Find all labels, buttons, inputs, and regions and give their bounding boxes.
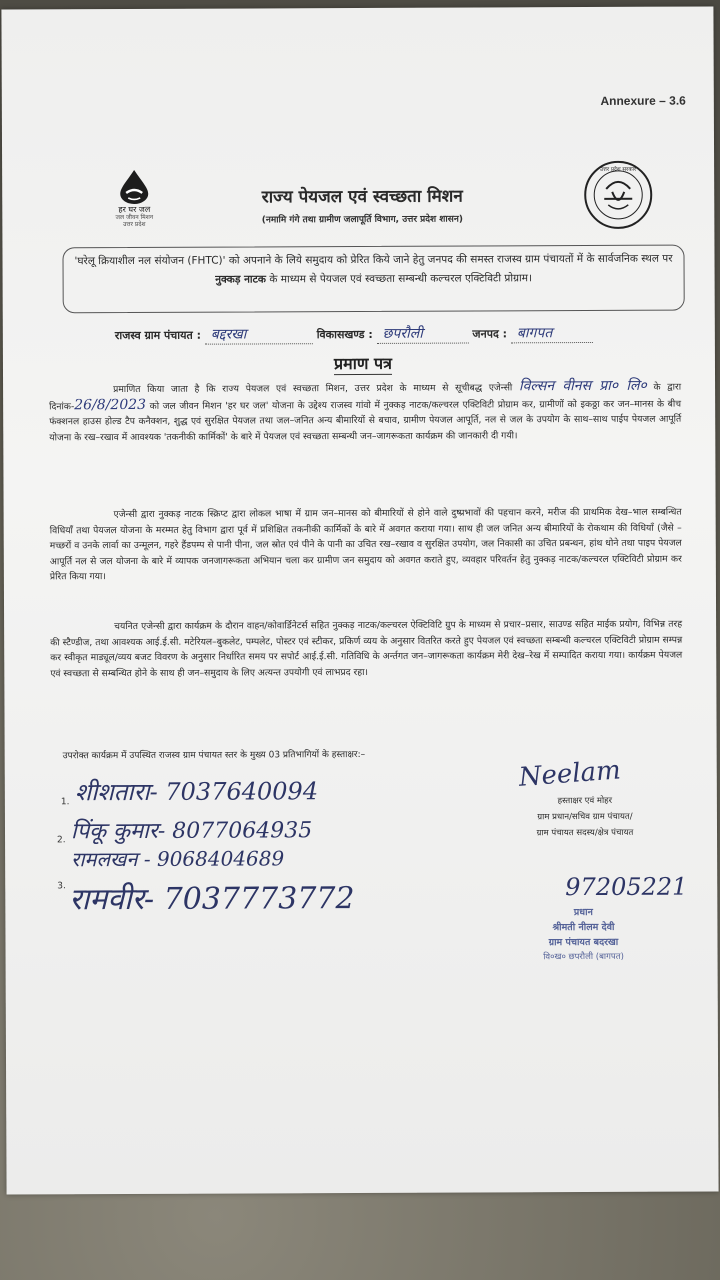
stamp-line-1: प्रधान — [573, 906, 593, 919]
stamp-line-4: वि०ख० छपरौली (बागपत) — [543, 951, 624, 963]
pradhan-signature: Neelam — [517, 755, 622, 793]
para1-text-c: को जल जीवन मिशन 'हर घर जल' योजना के उद्देश्य राजस्व गांवो में नुक्कड़ नाटक/कल्चरल एक्टिविटी प्रोग्राम कर, ग्रामीणों को इकठ्ठा कर जन–मानस के बीच फंक्शनल हाउस होल्ड टैप कनैक्शन, शुद्ध एवं सुरक्षित पेयजल तथा जल–जनित अन्य बीमारियों से बचाव, ग्रामीण पेयजल आपूर्ति, नल से जल के उपयोग के साथ–साथ पाईप पेयजल आपूर्ति योजना के रख–रखाव में आवश्यक 'तकनीकी कार्मिकों' के बारे में पेयजल एवं स्वच्छता सम्बन्धी जन–जागरूकता कार्यक्रम की जानकारी दी गयी। — [49, 398, 682, 444]
emblem-arc-text: उत्तर प्रदेश सरकार — [600, 166, 637, 173]
participant-3-entry: रामवीर- 7037773772 — [69, 881, 355, 918]
signatory-block — [485, 793, 685, 842]
participant-3-number: 3. — [57, 881, 66, 892]
district-label: जनपद : — [472, 327, 508, 341]
logo-text-1: हर घर जल — [118, 204, 151, 215]
banner-text-2: के माध्यम से पेयजल एवं स्वच्छता सम्बन्धी कल्चरल एक्टिविटी प्रोग्राम। — [265, 272, 533, 286]
banner-text-1: 'घरेलू क्रियाशील नल संयोजन (FHTC)' को अपनाने के लिये समुदाय को प्रेरित किये जाने हेतु जनपद की समस्त राजस्व ग्राम पंचायतों में के सार्वजनिक स्थल पर — [74, 252, 673, 268]
certificate-document — [1, 6, 718, 1194]
signatory-line-3: ग्राम पंचायत सदस्य/क्षेत्र पंचायत — [536, 827, 634, 839]
stamp-line-2: श्रीमती नीलम देवी — [552, 921, 615, 934]
signatory-line-2: ग्राम प्रधान/सचिव ग्राम पंचायत/ — [537, 811, 633, 823]
logo-text-2: जल जीवन मिशन — [115, 213, 154, 222]
org-subtitle: (नमामि गंगे तथा ग्रामीण जलापूर्ति विभाग, उत्तर प्रदेश शासन) — [261, 214, 463, 226]
participant-2-number: 2. — [57, 835, 66, 846]
participant-1-entry: शीशतारा- 7037640094 — [74, 777, 319, 807]
program-banner — [62, 245, 684, 314]
annexure-label: Annexure – 3.6 — [600, 93, 686, 108]
banner-bold: नुक्कड़ नाटक — [215, 273, 267, 286]
signatory-line-1: हस्ताक्षर एवं मोहर — [557, 795, 613, 807]
program-date: 26/8/2023 — [74, 396, 147, 413]
pradhan-stamp — [483, 905, 683, 966]
paragraph-2: एजेन्सी द्वारा नुक्कड़ नाटक स्क्रिप्ट द्वारा लोकल भाषा में ग्राम जन–मानस को बीमारियों से होने वाले दुष्प्रभावों की पहचान करने, मरीज की प्राथमिक देख–भाल सम्बन्धित विधियाँ तथा पेयजल योजना के मरम्मत हेतु विभाग द्वारा पूर्व में प्रशिक्षित तकनीकी कार्मिकों के बारे में अवगत कराया गया। साथ ही जल जनित अन्य बीमारियों के रोकथाम की विधियाँ (जैसे –मच्छरों व उनके लार्वा का उन्मूलन, गहरे हैंडपम्प से पानी पीना, जल स्रोत एवं पीने के पानी का उचित रख–रखाव व सुरक्षित उपयोग, जल निकासी का उचित प्रबन्धन, हांथ धोने तथा पाइप पेयजल आपूर्ति नल से जल योजना के बारे में व्यापक जनजागरूकता अभियान चला कर ग्रामीण जन समुदाय को अवगत कराते हुए, व्यवहार परिवर्तन हेतु नुक्कड़ नाटक/कल्चरल एक्टिविटी प्रोग्राम कर प्रेरित किया गया। — [49, 506, 682, 583]
para1-text-a: प्रमाणित किया जाता है कि राज्य पेयजल एवं स्वच्छता मिशन, उत्तर प्रदेश के माध्यम से सूचीबद्ध एजेन्सी — [113, 382, 513, 396]
logo-text-3: उत्तर प्रदेश — [123, 220, 146, 229]
district-value: बागपत — [516, 325, 553, 342]
para1-text-b: के द्वारा दिनांक- — [49, 381, 682, 412]
participants-intro: उपरोक्त कार्यक्रम में उपस्थित राजस्व ग्राम पंचायत स्तर के मुख्य 03 प्रतिभागियों के हस्ताक्षर:– — [62, 749, 366, 762]
block-label: विकासखण्ड : — [316, 327, 373, 342]
paragraph-3: चयनित एजेन्सी द्वारा कार्यक्रम के दौरान वाहन/कोवार्डिनेटर्स सहित नुक्कड़ नाटक/कल्चरल ऐक्टिविटि ग्रुप के माध्यम से प्रचार–प्रसार, साउण्ड सहित माईक प्रयोग, विभिन्न तरह की स्टैण्डीज, तथा आवश्यक आई.ई.सी. मटेरियल–बुकलेट, पम्पलेट, पोस्टर एवं स्टीकर, प्रकिर्ण व्यय के अनुसार वितरित करते हुए पेयजल एवं स्वच्छता सम्बन्धी कल्चरल एक्टिविटी प्रोग्राम सम्पन्न कर स्वीकृत माड्यूल/व्यय बजट विवरण के अनुसार निर्धारित समय पर सपोर्ट आई.ई.सी. गतिविधि के अर्न्तगत जन–जागरूकता कार्यक्रम मेरी देख–रेख में सम्पादित कराया गया। कार्यक्रम पेयजल एवं स्वच्छता से सम्बन्धित होने के साथ ही जन–समुदाय के लिए अत्यन्त उपयोगी एवं लाभप्रद रहा। — [50, 618, 683, 680]
participant-2b-entry: रामलखन - 9068404689 — [71, 846, 285, 872]
agency-name: विल्सन वीनस प्रा० लि० — [518, 377, 647, 395]
signatory-phone: 97205221 — [565, 872, 688, 902]
certificate-title: प्रमाण पत्र — [333, 353, 392, 374]
paragraph-1 — [49, 379, 681, 446]
participant-1-number: 1. — [60, 797, 70, 808]
location-row — [115, 323, 593, 345]
gp-label: राजस्व ग्राम पंचायत : — [114, 328, 202, 343]
participant-2-entry: पिंकू कुमार- 8077064935 — [70, 818, 313, 845]
gp-value: बद्दरखा — [210, 326, 247, 343]
org-title: राज्य पेयजल एवं स्वच्छता मिशन — [261, 186, 463, 208]
block-value: छपरौली — [382, 325, 423, 342]
stamp-line-3: ग्राम पंचायत बदरखा — [548, 936, 619, 949]
